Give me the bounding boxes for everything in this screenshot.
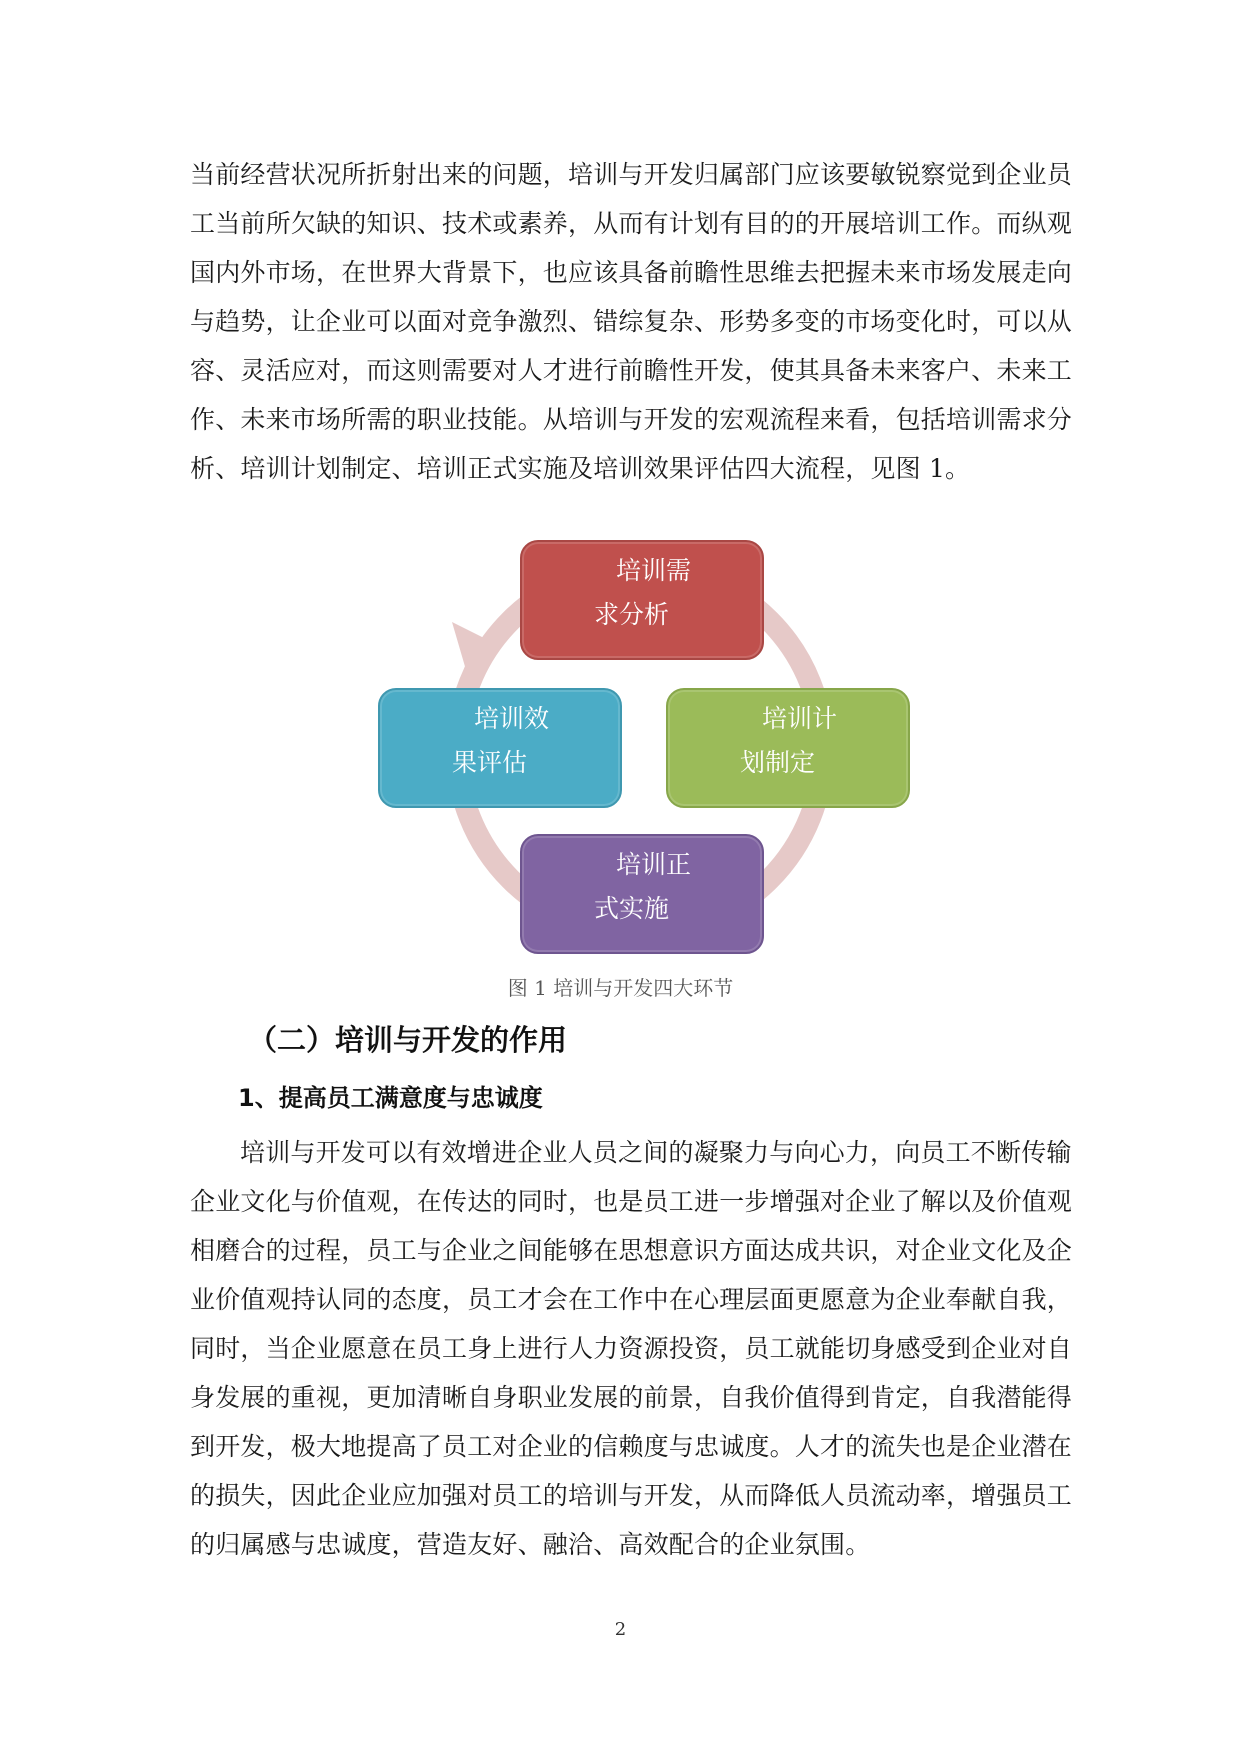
box-needs-line2: 求分析: [594, 600, 670, 629]
box-effect-evaluation: [378, 688, 622, 808]
text-line: 工当前所欠缺的知识、技术或素养，从而有计划有目的的开展培训工作。而纵观: [190, 209, 1073, 238]
text-line: 相磨合的过程，员工与企业之间能够在思想意识方面达成共识，对企业文化及企: [190, 1236, 1073, 1265]
box-plan-line2: 划制定: [740, 748, 816, 777]
text-line: 作、未来市场所需的职业技能。从培训与开发的宏观流程来看，包括培训需求分: [190, 405, 1073, 434]
text-line: 当前经营状况所折射出来的问题，培训与开发归属部门应该要敏锐察觉到企业员: [190, 160, 1073, 189]
text-line: 国内外市场，在世界大背景下，也应该具备前瞻性思维去把握未来市场发展走向: [190, 258, 1073, 287]
box-needs-line1: 培训需: [616, 556, 692, 585]
box-evaluate-line2: 果评估: [452, 748, 528, 777]
text-line: 到开发，极大地提高了员工对企业的信赖度与忠诚度。人才的流失也是企业潜在: [190, 1432, 1073, 1461]
page-number: 2: [614, 1619, 627, 1640]
box-implement-line1: 培训正: [616, 850, 692, 879]
text-line: 与趋势，让企业可以面对竞争激烈、错综复杂、形势多变的市场变化时，可以从: [190, 307, 1073, 336]
text-line: 的归属感与忠诚度，营造友好、融洽、高效配合的企业氛围。: [190, 1530, 871, 1559]
text-line: 容、灵活应对，而这则需要对人才进行前瞻性开发，使其具备未来客户、未来工: [190, 356, 1073, 385]
text-line: 培训与开发可以有效增进企业人员之间的凝聚力与向心力，向员工不断传输: [240, 1138, 1072, 1167]
box-implement-line2: 式实施: [594, 894, 670, 923]
box-formal-implementation: [520, 834, 764, 954]
section-heading: （二）培训与开发的作用: [248, 1023, 568, 1057]
box-plan-line1: 培训计: [762, 704, 838, 733]
text-line: 析、培训计划制定、培训正式实施及培训效果评估四大流程，见图 1。: [190, 454, 971, 483]
box-plan-making: [666, 688, 910, 808]
box-evaluate-line1: 培训效: [474, 704, 550, 733]
text-line: 同时，当企业愿意在员工身上进行人力资源投资，员工就能切身感受到企业对自: [190, 1334, 1073, 1363]
text-line: 业价值观持认同的态度，员工才会在工作中在心理层面更愿意为企业奉献自我，: [190, 1285, 1073, 1314]
text-line: 企业文化与价值观，在传达的同时，也是员工进一步增强对企业了解以及价值观: [190, 1187, 1073, 1216]
text-line: 身发展的重视，更加清晰自身职业发展的前景，自我价值得到肯定，自我潜能得: [190, 1383, 1073, 1412]
box-needs-analysis: [520, 540, 764, 660]
figure-caption: 图 1 培训与开发四大环节: [507, 976, 734, 1000]
subsection-heading: 1、提高员工满意度与忠诚度: [238, 1084, 543, 1112]
paragraph-intro: [190, 150, 1073, 493]
training-cycle-diagram: [370, 540, 930, 960]
paragraph-body: [190, 1128, 1073, 1569]
text-line: 的损失，因此企业应加强对员工的培训与开发，从而降低人员流动率，增强员工: [190, 1481, 1073, 1510]
